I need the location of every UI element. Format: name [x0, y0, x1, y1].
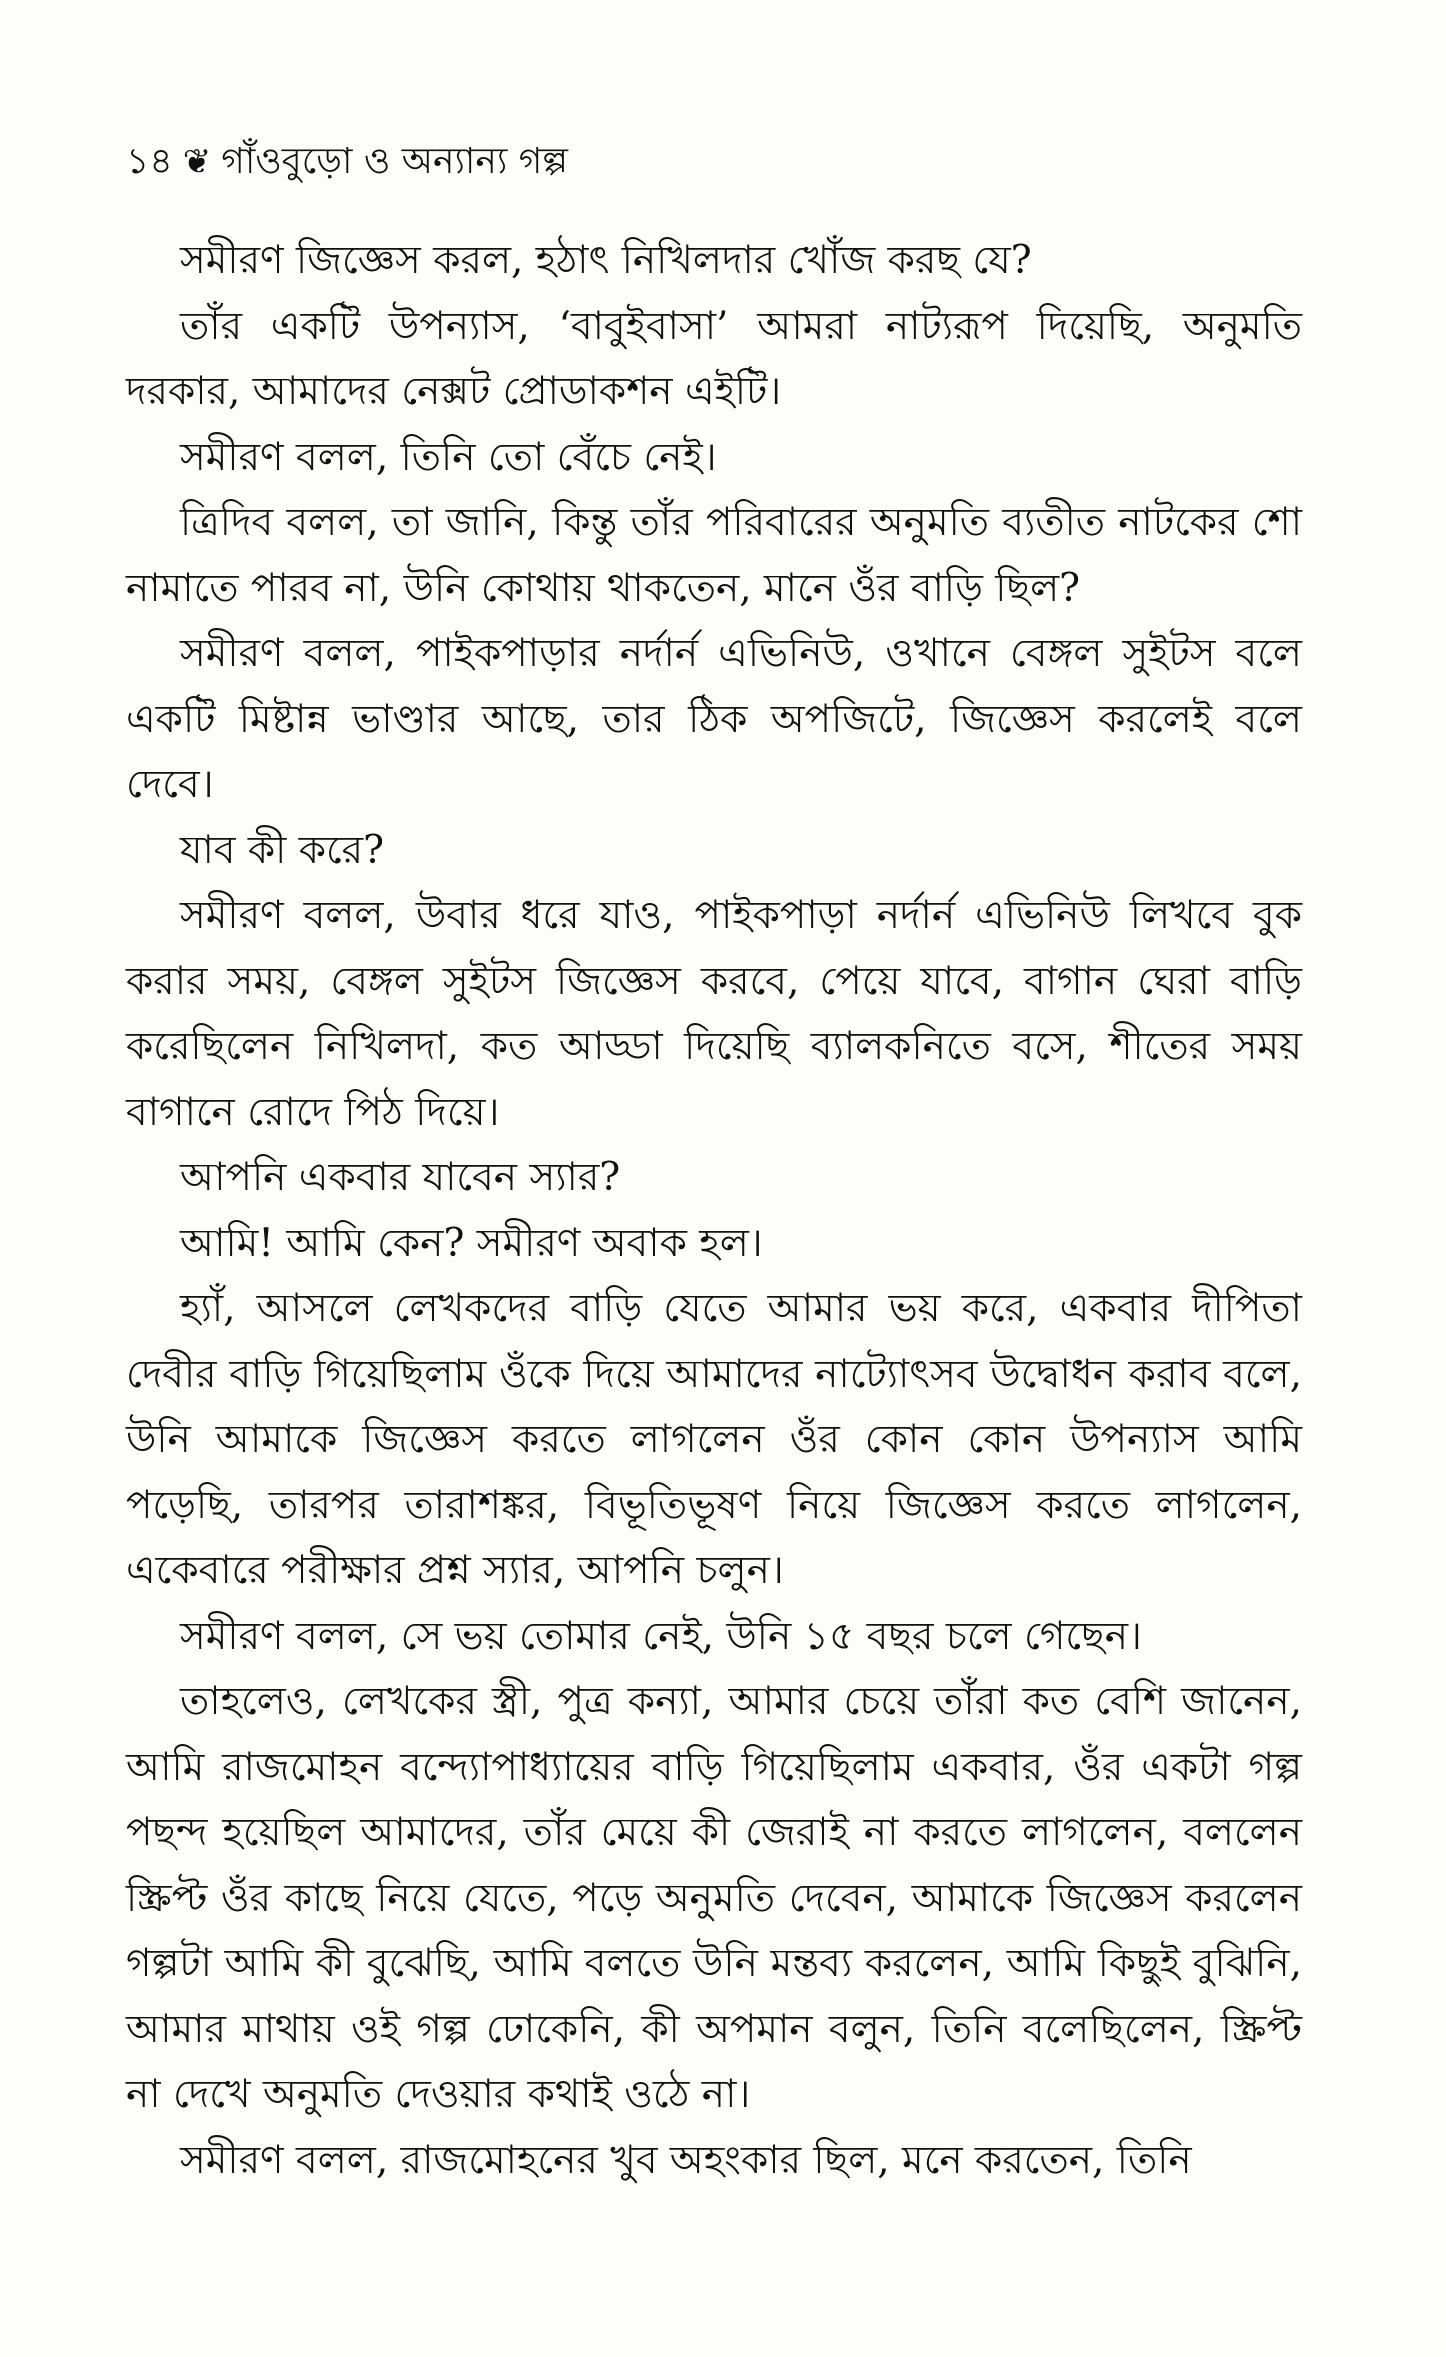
paragraph: আপনি একবার যাবেন স্যার?	[180, 1155, 621, 1200]
page-number: ১৪	[126, 141, 173, 182]
flower-ornament-icon: ❦	[182, 142, 212, 182]
paragraph: সমীরণ বলল, তিনি তো বেঁচে নেই।	[180, 434, 717, 480]
paragraph: সমীরণ বলল, পাইকপাড়ার নর্দার্ন এভিনিউ, ওখানে বেঙ্গল সুইটস বলে একটি মিষ্টান্ন ভাণ্ডার আছে, তার ঠিক অপজিটে, জিজ্ঞেস করলেই বলে দেবে।	[126, 631, 1302, 807]
book-title: গাঁওবুড়ো ও অন্যান্য গল্প	[221, 141, 569, 182]
paragraph: সমীরণ বলল, রাজমোহনের খুব অহংকার ছিল, মনে করতেন, তিনি	[180, 2137, 1192, 2183]
paragraph: হ্যাঁ, আসলে লেখকদের বাড়ি যেতে আমার ভয় করে, একবার দীপিতা দেবীর বাড়ি গিয়েছিলাম ওঁকে দিয়ে আমাদের নাট্যোৎসব উদ্বোধন করাব বলে, উনি আমাকে জিজ্ঞেস করতে লাগলেন ওঁর কোন কোন উপন্যাস আমি পড়েছি, তারপর তারাশঙ্কর, বিভূতিভূষণ নিয়ে জিজ্ঞেস করতে লাগলেন, একেবারে পরীক্ষার প্রশ্ন স্যার, আপনি চলুন।	[126, 1286, 1302, 1593]
paragraph: তাঁর একটি উপন্যাস, ‘বাবুইবাসা’ আমরা নাট্যরূপ দিয়েছি, অনুমতি দরকার, আমাদের নেক্সট প্রোডাকশন এইটি।	[126, 303, 1302, 414]
paragraph: সমীরণ বলল, সে ভয় তোমার নেই, উনি ১৫ বছর চলে গেছেন।	[180, 1613, 1142, 1659]
paragraph: যাব কী করে?	[180, 827, 385, 873]
running-head	[126, 140, 568, 184]
paragraph: ত্রিদিব বলল, তা জানি, কিন্তু তাঁর পরিবারের অনুমতি ব্যতীত নাটকের শো নামাতে পারব না, উনি কোথায় থাকতেন, মানে ওঁর বাড়ি ছিল?	[126, 500, 1302, 611]
paragraph: সমীরণ জিজ্ঞেস করল, হঠাৎ নিখিলদার খোঁজ করছ যে?	[180, 238, 1032, 283]
body-text	[126, 228, 1302, 2193]
paragraph: তাহলেও, লেখকের স্ত্রী, পুত্র কন্যা, আমার চেয়ে তাঁরা কত বেশি জানেন, আমি রাজমোহন বন্দ্যোপাধ্যায়ের বাড়ি গিয়েছিলাম একবার, ওঁর একটা গল্প পছন্দ হয়েছিল আমাদের, তাঁর মেয়ে কী জেরাই না করতে লাগলেন, বললেন স্ক্রিপ্ট ওঁর কাছে নিয়ে যেতে, পড়ে অনুমতি দেবেন, আমাকে জিজ্ঞেস করলেন গল্পটা আমি কী বুঝেছি, আমি বলতে উনি মন্তব্য করলেন, আমি কিছুই বুঝিনি, আমার মাথায় ওই গল্প ঢোকেনি, কী অপমান বলুন, তিনি বলেছিলেন, স্ক্রিপ্ট না দেখে অনুমতি দেওয়ার কথাই ওঠে না।	[126, 1679, 1302, 2117]
paragraph: আমি! আমি কেন? সমীরণ অবাক হল।	[180, 1220, 763, 1266]
paragraph: সমীরণ বলল, উবার ধরে যাও, পাইকপাড়া নর্দার্ন এভিনিউ লিখবে বুক করার সময়, বেঙ্গল সুইটস জিজ্ঞেস করবে, পেয়ে যাবে, বাগান ঘেরা বাড়ি করেছিলেন নিখিলদা, কত আড্ডা দিয়েছি ব্যালকনিতে বসে, শীতের সময় বাগানে রোদে পিঠ দিয়ে।	[126, 893, 1302, 1135]
